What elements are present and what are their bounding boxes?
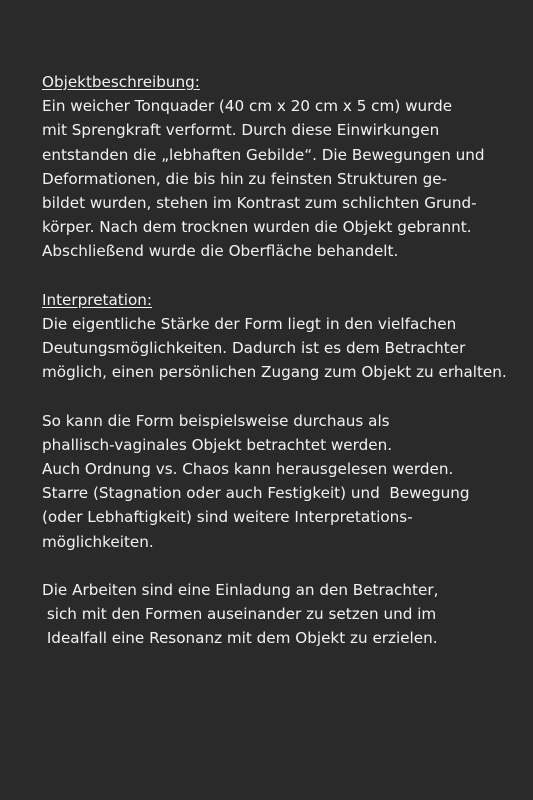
paragraph-line: Deutungsmöglichkeiten. Dadurch ist es dem Betrachter [42,339,466,358]
paragraph-line: (oder Lebhaftigkeit) sind weitere Interpretations- [42,508,413,527]
paragraph-line: Die eigentliche Stärke der Form liegt in den vielfachen [42,314,457,333]
paragraph-spacer [42,554,522,578]
paragraph-line: Die Arbeiten sind eine Einladung an den Betrachter, [42,580,439,599]
paragraph-line: Abschließend wurde die Oberfläche behandelt. [42,242,399,261]
paragraph-line: entstanden die „lebhaften Gebilde“. Die Bewegungen und [42,145,485,164]
paragraph-line: Idealfall eine Resonanz mit dem Objekt zu erzielen. [42,629,438,648]
paragraph-spacer [42,384,522,408]
paragraph-line: Starre (Stagnation oder auch Festigkeit) und Bewegung [42,484,470,503]
paragraph-line: möglichkeiten. [42,532,154,551]
paragraph-line: phallisch-vaginales Objekt betrachtet werden. [42,435,393,454]
heading-objektbeschreibung: Objektbeschreibung: [42,73,200,91]
paragraph-line: Deformationen, die bis hin zu feinsten Strukturen ge- [42,169,448,188]
paragraph-line: So kann die Form beispielsweise durchaus als [42,411,390,430]
paragraph-line: mit Sprengkraft verformt. Durch diese Einwirkungen [42,121,440,140]
paragraph-line: möglich, einen persönlichen Zugang zum Objekt zu erhalten. [42,363,507,382]
paragraph-line: Ein weicher Tonquader (40 cm x 20 cm x 5 cm) wurde [42,97,453,116]
paragraph-line: sich mit den Formen auseinander zu setzen und im [42,605,437,624]
document-text [42,70,522,651]
paragraph-line: bildet wurden, stehen im Kontrast zum schlichten Grund- [42,193,477,212]
heading-interpretation: Interpretation: [42,290,153,309]
paragraph-line: Auch Ordnung vs. Chaos kann herausgelesen werden. [42,460,454,478]
paragraph-spacer [42,264,522,288]
paragraph-line: körper. Nach dem trocknen wurden die Objekt gebrannt. [42,218,472,237]
